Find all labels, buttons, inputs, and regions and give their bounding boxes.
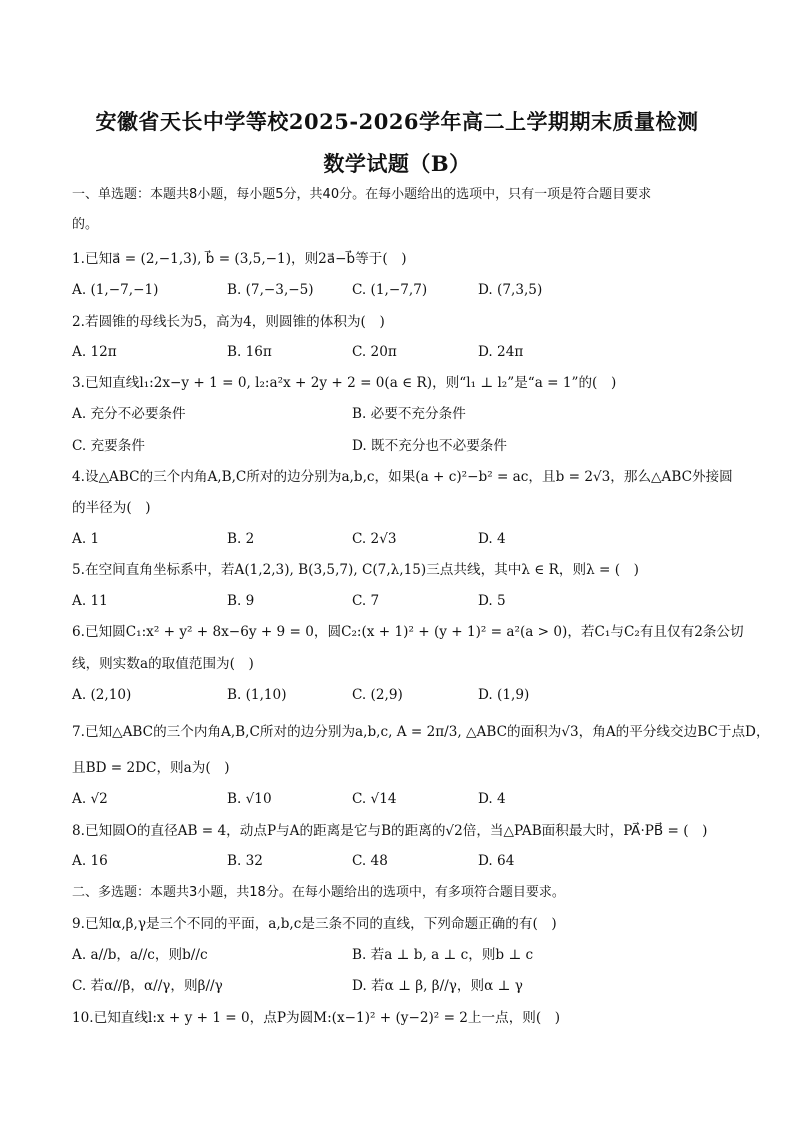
question-8-option-a: A. 16: [72, 853, 108, 869]
question-2-option-d: D. 24π: [478, 344, 524, 360]
question-8-stem: 8.已知圆O的直径AB = 4，动点P与A的距离是它与B的距离的√2倍，当△PAB面积最大时，PA⃗·PB⃗ = ( ): [72, 823, 708, 839]
question-4-option-a: A. 1: [72, 531, 100, 547]
question-4-stem: 4.设△ABC的三个内角A,B,C所对的边分别为a,b,c，如果(a + c)²−b² = ac，且b = 2√3，那么△ABC外接圆: [72, 469, 733, 485]
question-3-option-b: B. 必要不充分条件: [352, 406, 466, 422]
question-7-option-b: B. √10: [227, 791, 272, 807]
question-3-option-d: D. 既不充分也不必要条件: [352, 438, 507, 454]
question-5-option-d: D. 5: [478, 593, 506, 609]
question-5-option-b: B. 9: [227, 593, 255, 609]
question-4-option-b: B. 2: [227, 531, 255, 547]
exam-title: 安徽省天长中学等校2025-2026学年高二上学期期末质量检测: [95, 109, 699, 134]
question-3-option-a: A. 充分不必要条件: [72, 406, 186, 422]
question-1-option-b: B. (7,−3,−5): [227, 282, 314, 298]
question-4-stem-cont: 的半径为( ): [72, 500, 151, 516]
question-6-option-d: D. (1,9): [478, 687, 530, 703]
question-9-option-c: C. 若α//β，α//γ，则β//γ: [72, 978, 223, 994]
section-2-instructions: 二、多选题：本题共3小题，共18分。在每小题给出的选项中，有多项符合题目要求。: [72, 885, 565, 900]
question-4-option-d: D. 4: [478, 531, 506, 547]
section-1-instructions-cont: 的。: [72, 217, 99, 232]
question-5-stem: 5.在空间直角坐标系中，若A(1,2,3), B(3,5,7), C(7,λ,15)三点共线，其中λ ∈ R，则λ = ( ): [72, 562, 639, 578]
question-8-option-b: B. 32: [227, 853, 263, 869]
question-1-option-c: C. (1,−7,7): [352, 282, 428, 298]
question-1-option-a: A. (1,−7,−1): [72, 282, 159, 298]
question-6-stem: 6.已知圆C₁:x² + y² + 8x−6y + 9 = 0，圆C₂:(x + 1)² + (y + 1)² = a²(a > 0)，若C₁与C₂有且仅有2条公切: [72, 624, 744, 640]
question-10-stem: 10.已知直线l:x + y + 1 = 0，点P为圆M:(x−1)² + (y−2)² = 2上一点，则( ): [72, 1010, 561, 1026]
question-1-option-d: D. (7,3,5): [478, 282, 543, 298]
question-5-option-a: A. 11: [72, 593, 108, 609]
question-9-stem: 9.已知α,β,γ是三个不同的平面，a,b,c是三条不同的直线，下列命题正确的有( ): [72, 916, 557, 932]
question-7-option-a: A. √2: [72, 791, 108, 807]
question-7-option-c: C. √14: [352, 791, 397, 807]
exam-subtitle: 数学试题（B）: [323, 151, 471, 176]
question-2-option-c: C. 20π: [352, 344, 397, 360]
question-2-option-a: A. 12π: [72, 344, 117, 360]
question-7-stem: 7.已知△ABC的三个内角A,B,C所对的边分别为a,b,c, A = 2π/3, △ABC的面积为√3，角A的平分线交边BC于点D，: [72, 724, 770, 740]
question-6-option-c: C. (2,9): [352, 687, 403, 703]
question-6-option-b: B. (1,10): [227, 687, 287, 703]
question-4-option-c: C. 2√3: [352, 531, 397, 547]
question-2-option-b: B. 16π: [227, 344, 272, 360]
question-8-option-d: D. 64: [478, 853, 515, 869]
question-7-stem-cont: 且BD = 2DC，则a为( ): [72, 760, 230, 776]
question-6-option-a: A. (2,10): [72, 687, 132, 703]
question-2-stem: 2.若圆锥的母线长为5，高为4，则圆锥的体积为( ): [72, 314, 385, 330]
question-5-option-c: C. 7: [352, 593, 380, 609]
question-9-option-b: B. 若a ⊥ b, a ⊥ c，则b ⊥ c: [352, 947, 534, 963]
question-3-option-c: C. 充要条件: [72, 438, 145, 454]
question-8-option-c: C. 48: [352, 853, 388, 869]
section-1-instructions: 一、单选题：本题共8小题，每小题5分，共40分。在每小题给出的选项中，只有一项是符合题目要求: [72, 187, 652, 202]
question-9-option-d: D. 若α ⊥ β, β//γ，则α ⊥ γ: [352, 978, 523, 994]
question-9-option-a: A. a//b，a//c，则b//c: [72, 947, 208, 963]
question-7-option-d: D. 4: [478, 791, 506, 807]
question-3-stem: 3.已知直线l₁:2x−y + 1 = 0, l₂:a²x + 2y + 2 = 0(a ∈ R)，则“l₁ ⊥ l₂”是“a = 1”的( ): [72, 375, 617, 391]
question-6-stem-cont: 线，则实数a的取值范围为( ): [72, 656, 254, 672]
question-1-stem: 1.已知a⃗ = (2,−1,3), b⃗ = (3,5,−1)，则2a⃗−b⃗等于( ): [72, 251, 407, 267]
